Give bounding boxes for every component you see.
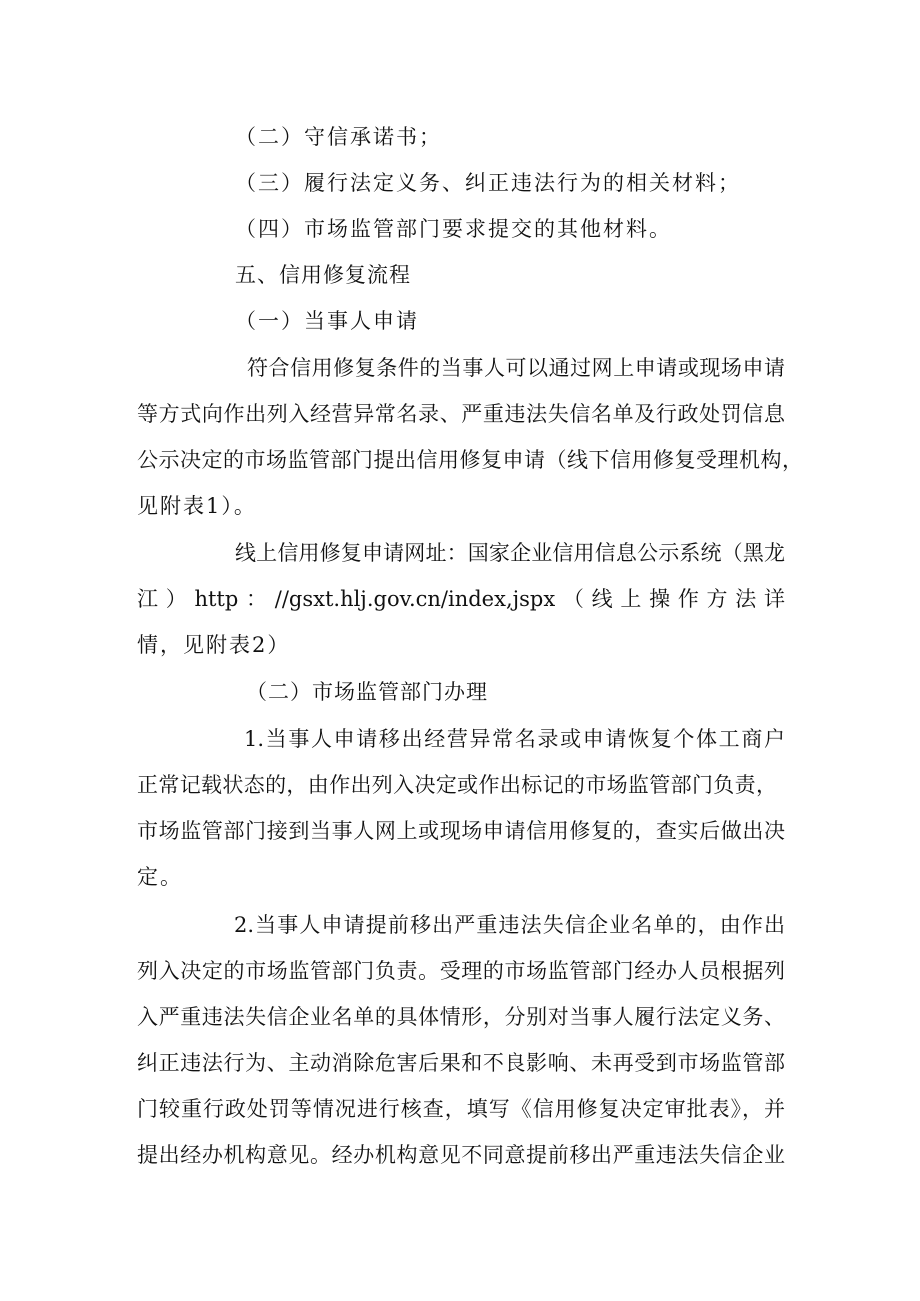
- subsection-heading-party-application: （一）当事人申请: [235, 309, 419, 333]
- paragraph-line: 定。: [137, 865, 183, 889]
- list-item-other-materials: （四）市场监管部门要求提交的其他材料。: [235, 217, 672, 241]
- paragraph-line: 市场监管部门接到当事人网上或现场申请信用修复的，查实后做出决: [137, 819, 785, 843]
- paragraph-line: 2.当事人申请提前移出严重违法失信企业名单的，由作出: [234, 913, 785, 937]
- paragraph-line: 情，见附表2）: [137, 633, 291, 657]
- online-url-line: 江）http：//gsxt.hlj.gov.cn/index,jspx（线上操作方法详: [137, 587, 785, 611]
- paragraph-line: 见附表1）。: [137, 494, 257, 518]
- paragraph-line: 列入决定的市场监管部门负责。受理的市场监管部门经办人员根据列: [137, 959, 785, 983]
- list-item-obligation-materials: （三）履行法定义务、纠正违法行为的相关材料；: [235, 171, 741, 195]
- paragraph-line: 1.当事人申请移出经营异常名录或申请恢复个体工商户: [244, 727, 785, 751]
- section-heading-repair-process: 五、信用修复流程: [235, 263, 411, 287]
- paragraph-line: 入严重违法失信企业名单的具体情形，分别对当事人履行法定义务、: [137, 1005, 785, 1029]
- paragraph-line: 等方式向作出列入经营异常名录、严重违法失信名单及行政处罚信息: [137, 402, 785, 426]
- paragraph-line: 纠正违法行为、主动消除危害后果和不良影响、未再受到市场监管部: [137, 1051, 785, 1075]
- list-item-pledge: （二）守信承诺书；: [235, 125, 442, 149]
- paragraph-line: 正常记载状态的，由作出列入决定或作出标记的市场监管部门负责，: [137, 773, 777, 797]
- paragraph-line: 门较重行政处罚等情况进行核查，填写《信用修复决定审批表》，并: [137, 1097, 785, 1121]
- subsection-heading-department-handling: （二）市场监管部门办理: [246, 680, 488, 704]
- paragraph-line: 提出经办机构意见。经办机构意见不同意提前移出严重违法失信企业: [137, 1143, 785, 1167]
- paragraph-line: 符合信用修复条件的当事人可以通过网上申请或现场申请: [247, 356, 785, 380]
- paragraph-line: 公示决定的市场监管部门提出信用修复申请（线下信用修复受理机构，: [137, 448, 803, 472]
- paragraph-line: 线上信用修复申请网址：国家企业信用信息公示系统（黑龙: [235, 541, 785, 565]
